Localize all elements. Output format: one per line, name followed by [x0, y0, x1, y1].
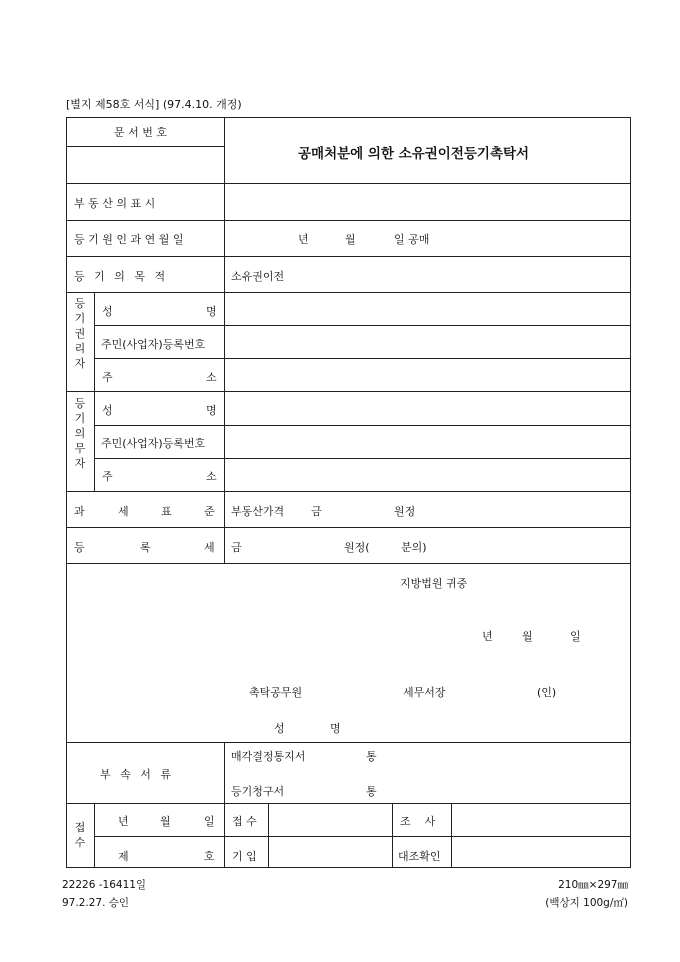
body-date-month: 월	[522, 630, 533, 643]
reg-tax-amount: 금	[231, 541, 242, 554]
obligor-address-b: 소	[206, 470, 217, 483]
cause-day: 일 공매	[394, 233, 430, 246]
tax-base-c2: 세	[118, 505, 129, 518]
holder-group-label: 등 기 권 리 자	[74, 297, 86, 370]
tax-office-chief: 세무서장	[403, 686, 446, 699]
obligor-address-a: 주	[102, 470, 113, 483]
property-label: 부 동 산 의 표 시	[74, 197, 156, 210]
holder-name-a: 성	[102, 305, 113, 318]
court-addressee: 지방법원 귀중	[400, 577, 468, 590]
requesting-official: 촉탁공무원	[249, 686, 303, 699]
entry-label: 기 입	[232, 850, 257, 863]
footer-paper: (백상지 100g/㎡)	[545, 897, 628, 909]
body-date-day: 일	[570, 630, 581, 643]
receipt-label: 접 수	[232, 815, 257, 828]
footer-size: 210㎜×297㎜	[558, 879, 628, 891]
reg-tax-c3: 세	[204, 541, 215, 554]
tax-base-value-label: 부동산가격	[231, 505, 285, 518]
purpose-value: 소유권이전	[231, 270, 285, 283]
receipt-date-day: 일	[204, 815, 215, 828]
tax-base-c3: 표	[161, 505, 172, 518]
holder-address-a: 주	[102, 371, 113, 384]
doc-number-label: 문 서 번 호	[114, 126, 167, 139]
attachment-item-unit: 통	[366, 785, 377, 798]
reg-tax-c2: 록	[140, 541, 151, 554]
seal-mark: (인)	[537, 686, 557, 699]
purpose-label: 등 기 의 목 적	[74, 270, 169, 283]
body-name-a: 성	[274, 722, 285, 735]
form-label: [별지 제58호 서식] (97.4.10. 개정)	[66, 98, 242, 111]
compare-label: 대조확인	[398, 850, 441, 863]
tax-base-won: 원정	[394, 505, 416, 518]
tax-base-c4: 준	[204, 505, 215, 518]
body-name-b: 명	[330, 722, 341, 735]
inspect-label: 조 사	[400, 815, 436, 828]
footer-code: 22226 -16411일	[62, 879, 147, 891]
cause-date-label: 등 기 원 인 과 연 월 일	[74, 233, 184, 246]
tax-base-amount: 금	[311, 505, 322, 518]
receipt-date-year: 년	[118, 815, 129, 828]
receipt-date-month: 월	[160, 815, 171, 828]
reg-tax-portion: 분의)	[401, 541, 427, 554]
tax-base-c1: 과	[74, 505, 85, 518]
reg-tax-c1: 등	[74, 541, 85, 554]
cause-year: 년	[298, 233, 309, 246]
holder-address-b: 소	[206, 371, 217, 384]
receipt-number-prefix: 제	[118, 850, 129, 863]
receipt-group-label: 접 수	[74, 821, 86, 849]
obligor-regno-label: 주민(사업자)등록번호	[101, 437, 206, 450]
obligor-name-a: 성	[102, 404, 113, 417]
attachment-item-name: 매각결정통지서	[231, 750, 306, 763]
attachment-item-name: 등기청구서	[231, 785, 285, 798]
reg-tax-won: 원정(	[344, 541, 370, 554]
cause-month: 월	[345, 233, 356, 246]
obligor-group-label: 등 기 의 무 자	[74, 397, 86, 470]
footer-approval: 97.2.27. 승인	[62, 897, 130, 909]
receipt-number-suffix: 호	[204, 850, 215, 863]
holder-regno-label: 주민(사업자)등록번호	[101, 338, 206, 351]
attachment-item-unit: 통	[366, 750, 377, 763]
obligor-name-b: 명	[206, 404, 217, 417]
page-title: 공매처분에 의한 소유권이전등기촉탁서	[298, 146, 530, 162]
body-date-year: 년	[482, 630, 493, 643]
attachments-label: 부 속 서 류	[100, 768, 174, 781]
holder-name-b: 명	[206, 305, 217, 318]
